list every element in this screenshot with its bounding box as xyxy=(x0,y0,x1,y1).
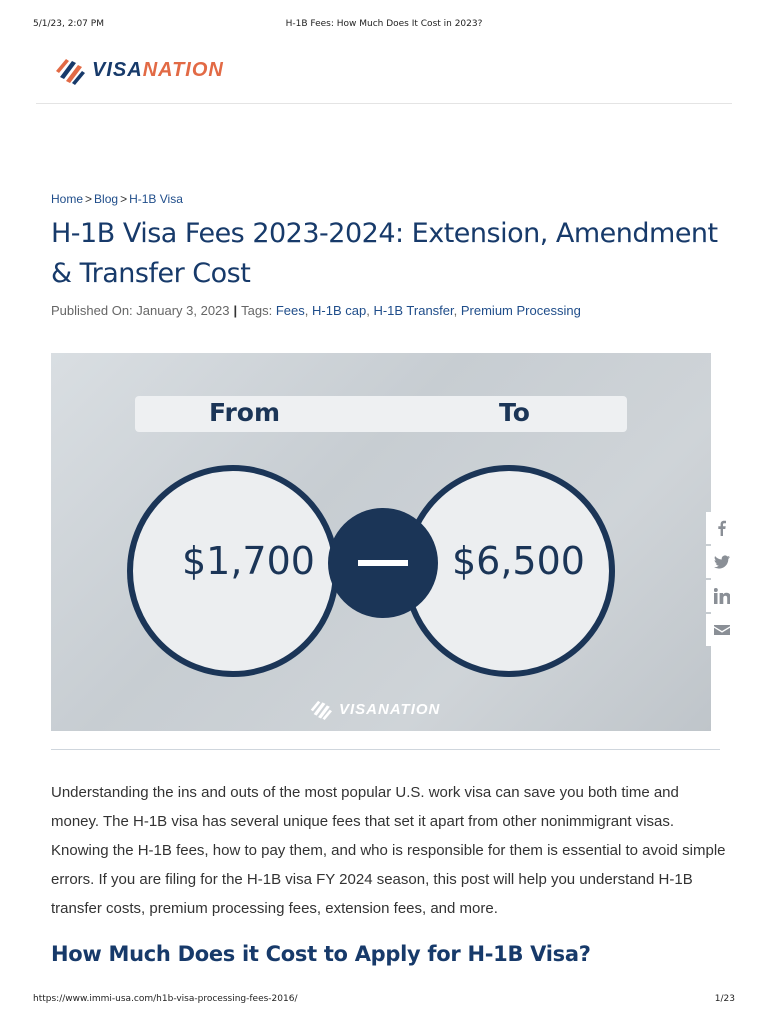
email-icon[interactable] xyxy=(706,614,738,646)
tag-link[interactable]: H-1B cap xyxy=(312,303,367,318)
logo-mark-icon xyxy=(54,55,86,85)
logo-mark-icon xyxy=(309,698,333,720)
share-bar xyxy=(706,512,738,648)
hero-to-amount: $6,500 xyxy=(452,539,585,583)
breadcrumb-separator: > xyxy=(120,192,128,206)
hero-image xyxy=(51,353,711,731)
print-page-count: 1/23 xyxy=(714,994,735,1004)
twitter-icon[interactable] xyxy=(706,546,738,578)
site-logo[interactable] xyxy=(54,55,224,85)
hero-dash-circle xyxy=(328,508,438,618)
tags-label: Tags: xyxy=(241,303,273,318)
content-divider xyxy=(51,749,720,750)
tag-link[interactable]: Fees xyxy=(275,303,305,318)
article-title: H-1B Visa Fees 2023-2024: Extension, Amendment & Transfer Cost xyxy=(51,218,718,289)
breadcrumb xyxy=(51,192,183,206)
published-date: Published On: January 3, 2023 xyxy=(51,303,230,318)
print-page-title: H-1B Fees: How Much Does It Cost in 2023? xyxy=(285,19,483,29)
section-heading: How Much Does it Cost to Apply for H-1B Visa? xyxy=(51,942,591,966)
hero-from-amount: $1,700 xyxy=(182,539,315,583)
hero-brand-text: VISANATION xyxy=(339,700,441,718)
print-url: https://www.immi-usa.com/h1b-visa-processing-fees-2016/ xyxy=(33,994,298,1004)
facebook-icon[interactable] xyxy=(706,512,738,544)
article-meta: Published On: January 3, 2023 | Tags: Fees, H-1B cap, H-1B Transfer, Premium Processing xyxy=(51,303,581,318)
tag-link[interactable]: Premium Processing xyxy=(460,303,581,318)
intro-paragraph: Understanding the ins and outs of the most popular U.S. work visa can save you both time and money. The H-1B visa has several unique fees that set it apart from other nonimmigrant visas. Knowing the H-1B fees, how to pay them, and who is responsible for them is essential to avoid simple errors. If you are filing for the H-1B visa FY 2024 season, this post will help you understand H-1B transfer costs, premium processing fees, extension fees, and more. xyxy=(51,784,726,917)
breadcrumb-blog[interactable]: Blog xyxy=(94,192,119,206)
hero-brand xyxy=(309,698,440,720)
logo-text-nation: NATION xyxy=(142,58,224,81)
tag-link[interactable]: H-1B Transfer xyxy=(373,303,454,318)
print-datetime: 5/1/23, 2:07 PM xyxy=(33,19,104,29)
hero-to-label: To xyxy=(499,398,530,427)
logo-text xyxy=(92,59,224,82)
header-divider xyxy=(36,103,732,104)
breadcrumb-separator: > xyxy=(85,192,93,206)
breadcrumb-home[interactable]: Home xyxy=(51,192,84,206)
dash-icon xyxy=(358,560,408,566)
hero-from-label: From xyxy=(209,398,281,427)
logo-text-visa: VISA xyxy=(92,58,143,81)
breadcrumb-current[interactable]: H-1B Visa xyxy=(129,192,183,206)
meta-separator: | xyxy=(233,303,238,318)
linkedin-icon[interactable] xyxy=(706,580,738,612)
